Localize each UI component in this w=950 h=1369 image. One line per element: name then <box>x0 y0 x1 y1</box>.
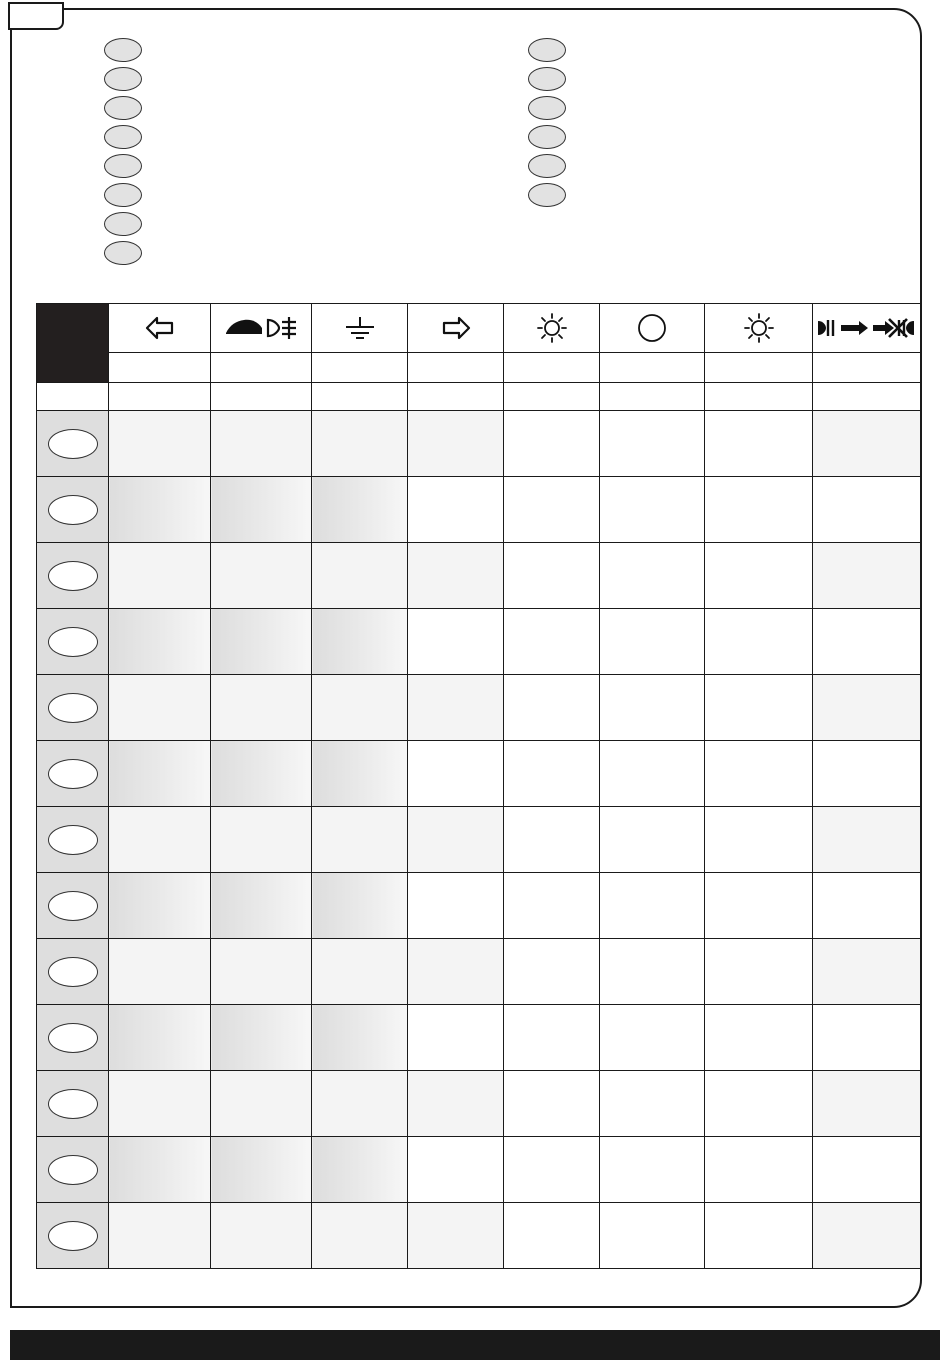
table-cell[interactable] <box>705 873 813 939</box>
table-cell[interactable] <box>312 741 408 807</box>
table-cell[interactable] <box>312 609 408 675</box>
table-cell[interactable] <box>504 1203 600 1269</box>
row-label-cell <box>37 939 109 1005</box>
footer-bar <box>10 1330 940 1360</box>
row-marker-ellipse <box>48 693 98 723</box>
table-row[interactable] <box>37 1005 921 1071</box>
table-cell[interactable] <box>705 1005 813 1071</box>
subheader-cell <box>211 353 312 383</box>
table-cell[interactable] <box>600 1005 705 1071</box>
table-cell[interactable] <box>408 411 504 477</box>
bullet-list-left <box>104 38 142 270</box>
table-cell[interactable] <box>600 1137 705 1203</box>
ground-earth-icon <box>312 304 407 352</box>
table-cell[interactable] <box>211 1071 312 1137</box>
connector-plug-arrow-icon <box>813 304 920 352</box>
table-cell[interactable] <box>504 1071 600 1137</box>
row-marker-ellipse <box>48 1023 98 1053</box>
table-cell[interactable] <box>600 411 705 477</box>
lamp-sun-icon <box>705 304 812 352</box>
table-cell[interactable] <box>312 411 408 477</box>
blank-cell <box>211 383 312 411</box>
table-cell[interactable] <box>312 1203 408 1269</box>
table-cell[interactable] <box>211 609 312 675</box>
table-cell[interactable] <box>211 873 312 939</box>
row-marker-ellipse <box>48 429 98 459</box>
row-label-cell <box>37 1005 109 1071</box>
blank-cell <box>600 383 705 411</box>
table-cell[interactable] <box>211 411 312 477</box>
table-cell[interactable] <box>109 675 211 741</box>
row-marker-ellipse <box>48 759 98 789</box>
table-cell[interactable] <box>312 873 408 939</box>
table-cell[interactable] <box>109 873 211 939</box>
column-header-car-headlight <box>211 304 312 353</box>
row-marker-ellipse <box>48 495 98 525</box>
table-cell[interactable] <box>408 939 504 1005</box>
table-row[interactable] <box>37 741 921 807</box>
row-label-cell <box>37 873 109 939</box>
table-cell[interactable] <box>705 609 813 675</box>
blank-cell <box>504 383 600 411</box>
table-cell[interactable] <box>504 543 600 609</box>
table-cell[interactable] <box>705 939 813 1005</box>
lamp-sun-icon <box>504 304 599 352</box>
subheader-cell <box>705 353 813 383</box>
column-header-lamp-2 <box>705 304 813 353</box>
table-row[interactable] <box>37 939 921 1005</box>
table-cell[interactable] <box>109 1005 211 1071</box>
row-label-cell <box>37 411 109 477</box>
table-header-row <box>37 304 921 353</box>
table-cell[interactable] <box>813 741 921 807</box>
blank-cell <box>408 383 504 411</box>
symbol-matrix-table <box>36 303 921 1269</box>
table-cell[interactable] <box>504 1137 600 1203</box>
row-marker-ellipse <box>48 561 98 591</box>
bullet-item <box>528 154 566 178</box>
table-cell[interactable] <box>312 1005 408 1071</box>
table-cell[interactable] <box>600 741 705 807</box>
table-cell[interactable] <box>109 411 211 477</box>
row-marker-ellipse <box>48 1155 98 1185</box>
blank-cell <box>705 383 813 411</box>
table-cell[interactable] <box>408 1203 504 1269</box>
table-row[interactable] <box>37 477 921 543</box>
table-cell[interactable] <box>600 1071 705 1137</box>
table-cell[interactable] <box>109 609 211 675</box>
car-headlight-fog-icon <box>211 304 311 352</box>
bullet-item <box>528 96 566 120</box>
table-cell[interactable] <box>109 1071 211 1137</box>
table-cell[interactable] <box>705 1203 813 1269</box>
table-row[interactable] <box>37 411 921 477</box>
table-cell[interactable] <box>312 543 408 609</box>
table-cell[interactable] <box>211 543 312 609</box>
table-cell[interactable] <box>705 807 813 873</box>
table-cell[interactable] <box>109 807 211 873</box>
table-cell[interactable] <box>211 1137 312 1203</box>
row-marker-ellipse <box>48 825 98 855</box>
row-label-cell <box>37 543 109 609</box>
column-header-arrow-left <box>109 304 211 353</box>
subheader-cell <box>600 353 705 383</box>
table-cell[interactable] <box>813 543 921 609</box>
table-cell[interactable] <box>600 807 705 873</box>
table-cell[interactable] <box>813 939 921 1005</box>
blank-cell <box>109 383 211 411</box>
bullet-item <box>104 183 142 207</box>
table-cell[interactable] <box>312 1071 408 1137</box>
table-cell[interactable] <box>813 1005 921 1071</box>
table-cell[interactable] <box>312 477 408 543</box>
table-cell[interactable] <box>705 411 813 477</box>
table-cell[interactable] <box>211 1203 312 1269</box>
bullet-item <box>528 125 566 149</box>
table-cell[interactable] <box>109 477 211 543</box>
subheader-cell <box>504 353 600 383</box>
table-cell[interactable] <box>109 1137 211 1203</box>
bullet-list-right <box>528 38 566 212</box>
table-cell[interactable] <box>408 1005 504 1071</box>
column-header-connector <box>813 304 921 353</box>
table-cell[interactable] <box>408 873 504 939</box>
table-cell[interactable] <box>705 741 813 807</box>
table-cell[interactable] <box>813 1203 921 1269</box>
table-cell[interactable] <box>813 1137 921 1203</box>
table-cell[interactable] <box>504 609 600 675</box>
table-cell[interactable] <box>211 741 312 807</box>
table-row[interactable] <box>37 543 921 609</box>
table-cell[interactable] <box>813 411 921 477</box>
column-header-arrow-right <box>408 304 504 353</box>
circle-outline-icon <box>600 304 704 352</box>
bullet-item <box>104 154 142 178</box>
table-cell[interactable] <box>408 1137 504 1203</box>
table-cell[interactable] <box>504 939 600 1005</box>
table-cell[interactable] <box>813 807 921 873</box>
bullet-item <box>104 96 142 120</box>
row-label-cell <box>37 675 109 741</box>
subheader-cell <box>813 353 921 383</box>
table-row[interactable] <box>37 609 921 675</box>
table-cell[interactable] <box>408 807 504 873</box>
subheader-cell <box>109 353 211 383</box>
table-cell[interactable] <box>211 477 312 543</box>
table-cell[interactable] <box>600 939 705 1005</box>
arrow-right-outline-icon <box>408 304 503 352</box>
table-row[interactable] <box>37 1203 921 1269</box>
bullet-item <box>104 67 142 91</box>
column-header-ground <box>312 304 408 353</box>
table-cell[interactable] <box>705 1137 813 1203</box>
table-cell[interactable] <box>504 477 600 543</box>
bullet-item <box>528 38 566 62</box>
table-cell[interactable] <box>408 609 504 675</box>
table-cell[interactable] <box>705 543 813 609</box>
table-row[interactable] <box>37 873 921 939</box>
table-cell[interactable] <box>813 609 921 675</box>
table-cell[interactable] <box>109 939 211 1005</box>
subheader-cell <box>312 353 408 383</box>
row-marker-ellipse <box>48 1221 98 1251</box>
table-cell[interactable] <box>705 477 813 543</box>
bullet-item <box>528 67 566 91</box>
table-cell[interactable] <box>504 741 600 807</box>
table-cell[interactable] <box>600 675 705 741</box>
corner-tab <box>8 2 64 30</box>
bullet-item <box>104 241 142 265</box>
row-label-cell <box>37 1071 109 1137</box>
table-cell[interactable] <box>813 1071 921 1137</box>
row-marker-ellipse <box>48 1089 98 1119</box>
row-label-cell <box>37 1203 109 1269</box>
table-cell[interactable] <box>408 675 504 741</box>
table-cell[interactable] <box>813 477 921 543</box>
table-cell[interactable] <box>408 741 504 807</box>
table-cell[interactable] <box>109 741 211 807</box>
table-cell[interactable] <box>211 807 312 873</box>
row-label-cell <box>37 1137 109 1203</box>
table-row[interactable] <box>37 1071 921 1137</box>
column-header-lamp-1 <box>504 304 600 353</box>
row-label-cell <box>37 477 109 543</box>
table-row[interactable] <box>37 675 921 741</box>
table-cell[interactable] <box>408 1071 504 1137</box>
table-cell[interactable] <box>504 675 600 741</box>
table-cell[interactable] <box>813 873 921 939</box>
table-cell[interactable] <box>504 1005 600 1071</box>
bullet-item <box>104 38 142 62</box>
table-cell[interactable] <box>109 1203 211 1269</box>
table-cell[interactable] <box>600 1203 705 1269</box>
table-cell[interactable] <box>312 807 408 873</box>
table-cell[interactable] <box>312 939 408 1005</box>
table-cell[interactable] <box>211 675 312 741</box>
arrow-left-outline-icon <box>109 304 210 352</box>
blank-row-label <box>37 383 109 411</box>
table-cell[interactable] <box>705 1071 813 1137</box>
blank-cell <box>813 383 921 411</box>
table-cell[interactable] <box>600 477 705 543</box>
row-label-cell <box>37 807 109 873</box>
table-cell[interactable] <box>408 543 504 609</box>
row-label-cell <box>37 609 109 675</box>
column-header-circle <box>600 304 705 353</box>
table-cell[interactable] <box>211 939 312 1005</box>
table-cell[interactable] <box>600 873 705 939</box>
table-cell[interactable] <box>408 477 504 543</box>
row-label-cell <box>37 741 109 807</box>
table-cell[interactable] <box>813 675 921 741</box>
bullet-item <box>528 183 566 207</box>
blank-cell <box>312 383 408 411</box>
table-cell[interactable] <box>705 675 813 741</box>
table-row[interactable] <box>37 807 921 873</box>
table-cell[interactable] <box>504 873 600 939</box>
bullet-item <box>104 212 142 236</box>
table-row[interactable] <box>37 1137 921 1203</box>
row-marker-ellipse <box>48 957 98 987</box>
table-subheader-row <box>37 353 921 383</box>
table-cell[interactable] <box>600 609 705 675</box>
subheader-cell <box>408 353 504 383</box>
table-blank-row <box>37 383 921 411</box>
table-cell[interactable] <box>211 1005 312 1071</box>
bullet-item <box>104 125 142 149</box>
table-cell[interactable] <box>312 675 408 741</box>
row-marker-ellipse <box>48 891 98 921</box>
table-cell[interactable] <box>504 411 600 477</box>
table-cell[interactable] <box>504 807 600 873</box>
row-marker-ellipse <box>48 627 98 657</box>
table-cell[interactable] <box>312 1137 408 1203</box>
table-cell[interactable] <box>600 543 705 609</box>
table-cell[interactable] <box>109 543 211 609</box>
table-corner-header <box>37 304 109 383</box>
